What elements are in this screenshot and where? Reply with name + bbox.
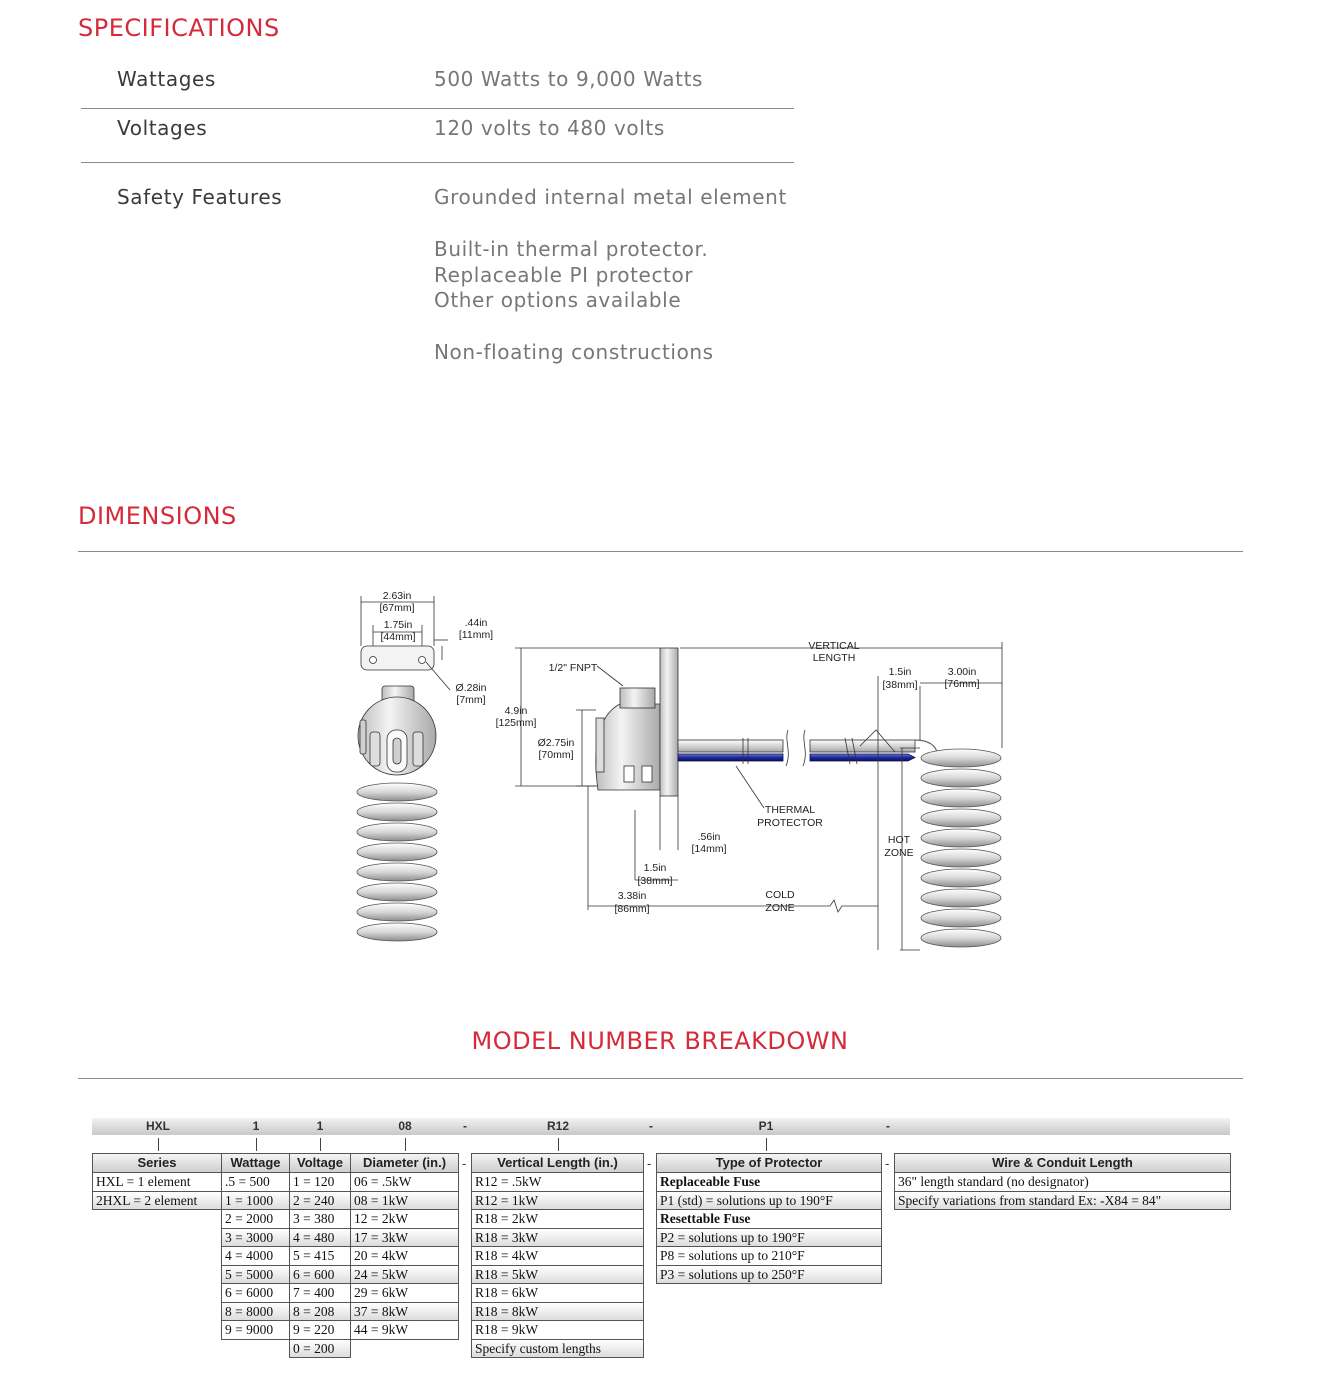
diameter-cell: 08 = 1kW — [351, 1192, 458, 1211]
code-vertical-length: R12 — [546, 1119, 569, 1133]
dim-hot-zone-1: HOT — [887, 834, 911, 846]
dim-3-00in: 3.00in — [947, 666, 977, 678]
diameter-cell: 29 = 6kW — [351, 1284, 458, 1303]
voltage-cell: 7 = 400 — [290, 1284, 350, 1303]
spec-value-safety-5: Non-floating constructions — [434, 340, 714, 364]
wattage-cell: 1 = 1000 — [222, 1192, 289, 1211]
code-connector — [766, 1138, 767, 1151]
vertical-length-cell: R18 = 6kW — [472, 1284, 643, 1303]
protector-cell: P8 = solutions up to 210°F — [657, 1247, 881, 1266]
wattage-cell: 6 = 6000 — [222, 1284, 289, 1303]
dim-3-00in-mm: [76mm] — [944, 678, 980, 690]
spec-value-wattages: 500 Watts to 9,000 Watts — [434, 67, 704, 91]
separator-dash: - — [462, 1156, 467, 1171]
dim-dia-2-75in-mm: [70mm] — [538, 749, 574, 761]
spec-label-safety: Safety Features — [117, 185, 283, 209]
code-connector — [256, 1138, 257, 1151]
wire-conduit-column — [894, 1153, 1231, 1210]
wire-conduit-cell: Specify variations from standard Ex: -X84 = 84" — [895, 1192, 1230, 1211]
spec-value-voltages: 120 volts to 480 volts — [434, 116, 665, 140]
voltage-cell: 2 = 240 — [290, 1192, 350, 1211]
diameter-cell: 06 = .5kW — [351, 1173, 458, 1192]
separator-dash: - — [647, 1156, 652, 1171]
wattage-cell: .5 = 500 — [222, 1173, 289, 1192]
vertical-length-cell: R12 = 1kW — [472, 1192, 643, 1211]
wire-conduit-header: Wire & Conduit Length — [895, 1154, 1230, 1173]
code-voltage: 1 — [316, 1119, 324, 1133]
wattage-column — [221, 1153, 290, 1340]
dim-dia-2-75in: Ø2.75in — [537, 737, 575, 749]
diameter-cell: 37 = 8kW — [351, 1303, 458, 1322]
vertical-length-cell: R18 = 5kW — [472, 1266, 643, 1285]
dim-2-63in: 2.63in — [382, 590, 412, 602]
dimensions-title: DIMENSIONS — [78, 502, 237, 530]
wattage-cell: 4 = 4000 — [222, 1247, 289, 1266]
voltage-cell: 9 = 220 — [290, 1321, 350, 1340]
code-dash: - — [886, 1119, 890, 1133]
dim-1-5in-top: 1.5in — [888, 666, 912, 678]
wattage-cell: 5 = 5000 — [222, 1266, 289, 1285]
vertical-length-column — [471, 1153, 644, 1358]
voltage-cell: 0 = 200 — [290, 1340, 350, 1359]
side-view — [596, 648, 938, 796]
spec-value-safety-3: Replaceable PI protector — [434, 263, 694, 287]
protector-cell: P3 = solutions up to 250°F — [657, 1266, 881, 1285]
code-wattage: 1 — [252, 1119, 260, 1133]
dim-1-75in: 1.75in — [383, 619, 413, 631]
spec-divider — [81, 162, 794, 163]
wattage-cell: 9 = 9000 — [222, 1321, 289, 1340]
dim-0-56in-mm: [14mm] — [691, 843, 727, 855]
dim-fnpt: 1/2" FNPT — [548, 662, 598, 674]
dim-vertical-length-2: LENGTH — [812, 652, 856, 664]
vertical-length-cell: Specify custom lengths — [472, 1340, 643, 1359]
diameter-header: Diameter (in.) — [351, 1154, 458, 1173]
dim-dia-0-28in: Ø.28in — [455, 682, 487, 694]
code-dash: - — [463, 1119, 467, 1133]
code-dash: - — [649, 1119, 653, 1133]
vertical-length-cell: R18 = 3kW — [472, 1229, 643, 1248]
series-cell: HXL = 1 element — [93, 1173, 221, 1192]
dim-dia-0-28in-mm: [7mm] — [456, 694, 486, 706]
left-view — [357, 596, 450, 941]
protector-cell: P2 = solutions up to 190°F — [657, 1229, 881, 1248]
voltage-cell: 5 = 415 — [290, 1247, 350, 1266]
spec-value-safety-4: Other options available — [434, 288, 682, 312]
diameter-cell: 44 = 9kW — [351, 1321, 458, 1340]
wattage-header: Wattage — [222, 1154, 289, 1173]
right-coil — [921, 749, 1001, 947]
series-column — [92, 1153, 222, 1210]
separator-dash: - — [885, 1156, 890, 1171]
series-header: Series — [93, 1154, 221, 1173]
wire-conduit-cell: 36" length standard (no designator) — [895, 1173, 1230, 1192]
code-connector — [405, 1138, 406, 1151]
dim-0-44in: .44in — [464, 617, 488, 629]
dim-2-63in-mm: [67mm] — [379, 602, 415, 614]
dim-vertical-length-1: VERTICAL — [808, 640, 860, 652]
voltage-cell: 1 = 120 — [290, 1173, 350, 1192]
voltage-header: Voltage — [290, 1154, 350, 1173]
code-diameter: 08 — [398, 1119, 412, 1133]
dim-4-9in: 4.9in — [504, 705, 528, 717]
protector-column — [656, 1153, 882, 1284]
vertical-length-cell: R12 = .5kW — [472, 1173, 643, 1192]
dim-0-44in-mm: [11mm] — [458, 629, 494, 641]
dim-cold-zone-1: COLD — [765, 889, 795, 901]
dim-3-38in-mm: [86mm] — [614, 903, 650, 915]
dim-1-75in-mm: [44mm] — [380, 631, 416, 643]
series-cell: 2HXL = 2 element — [93, 1192, 221, 1211]
wattage-cell: 3 = 3000 — [222, 1229, 289, 1248]
code-series: HXL — [146, 1119, 170, 1133]
protector-cell: P1 (std) = solutions up to 190°F — [657, 1192, 881, 1211]
code-connector — [320, 1138, 321, 1151]
dim-1-5in-bottom: 1.5in — [643, 862, 667, 874]
dim-1-5in-top-mm: [38mm] — [882, 679, 918, 691]
wattage-cell: 2 = 2000 — [222, 1210, 289, 1229]
dim-cold-zone-2: ZONE — [765, 902, 795, 914]
vertical-length-cell: R18 = 8kW — [472, 1303, 643, 1322]
diameter-cell: 24 = 5kW — [351, 1266, 458, 1285]
spec-value-safety-1: Grounded internal metal element — [434, 185, 787, 209]
specifications-title: SPECIFICATIONS — [78, 14, 280, 42]
heater-dimension-diagram — [340, 580, 1020, 960]
code-connector — [158, 1138, 159, 1151]
voltage-cell: 8 = 208 — [290, 1303, 350, 1322]
vertical-length-cell: R18 = 9kW — [472, 1321, 643, 1340]
diameter-cell: 20 = 4kW — [351, 1247, 458, 1266]
spec-divider — [81, 108, 794, 109]
dim-1-5in-bottom-mm: [38mm] — [637, 875, 673, 887]
spec-label-wattages: Wattages — [117, 67, 216, 91]
voltage-cell: 3 = 380 — [290, 1210, 350, 1229]
diameter-cell: 17 = 3kW — [351, 1229, 458, 1248]
diameter-cell: 12 = 2kW — [351, 1210, 458, 1229]
vertical-length-header: Vertical Length (in.) — [472, 1154, 643, 1173]
protector-cell: Resettable Fuse — [657, 1210, 881, 1229]
dim-4-9in-mm: [125mm] — [495, 717, 537, 729]
dim-hot-zone-2: ZONE — [884, 847, 914, 859]
dimensions-divider — [78, 551, 1243, 552]
dim-3-38in: 3.38in — [617, 890, 647, 902]
vertical-length-cell: R18 = 2kW — [472, 1210, 643, 1229]
code-protector: P1 — [758, 1119, 774, 1133]
vertical-length-cell: R18 = 4kW — [472, 1247, 643, 1266]
dim-thermal-protector-2: PROTECTOR — [757, 817, 823, 829]
model-divider — [78, 1078, 1243, 1079]
spec-value-safety-2: Built-in thermal protector. — [434, 237, 709, 261]
dim-0-56in: .56in — [697, 831, 721, 843]
diameter-column — [350, 1153, 459, 1340]
protector-cell: Replaceable Fuse — [657, 1173, 881, 1192]
code-connector — [558, 1138, 559, 1151]
voltage-cell: 6 = 600 — [290, 1266, 350, 1285]
voltage-column — [289, 1153, 351, 1358]
model-breakdown-title: MODEL NUMBER BREAKDOWN — [471, 1027, 849, 1055]
voltage-cell: 4 = 480 — [290, 1229, 350, 1248]
dim-thermal-protector-1: THERMAL — [764, 804, 816, 816]
wattage-cell: 8 = 8000 — [222, 1303, 289, 1322]
protector-header: Type of Protector — [657, 1154, 881, 1173]
spec-label-voltages: Voltages — [117, 116, 208, 140]
